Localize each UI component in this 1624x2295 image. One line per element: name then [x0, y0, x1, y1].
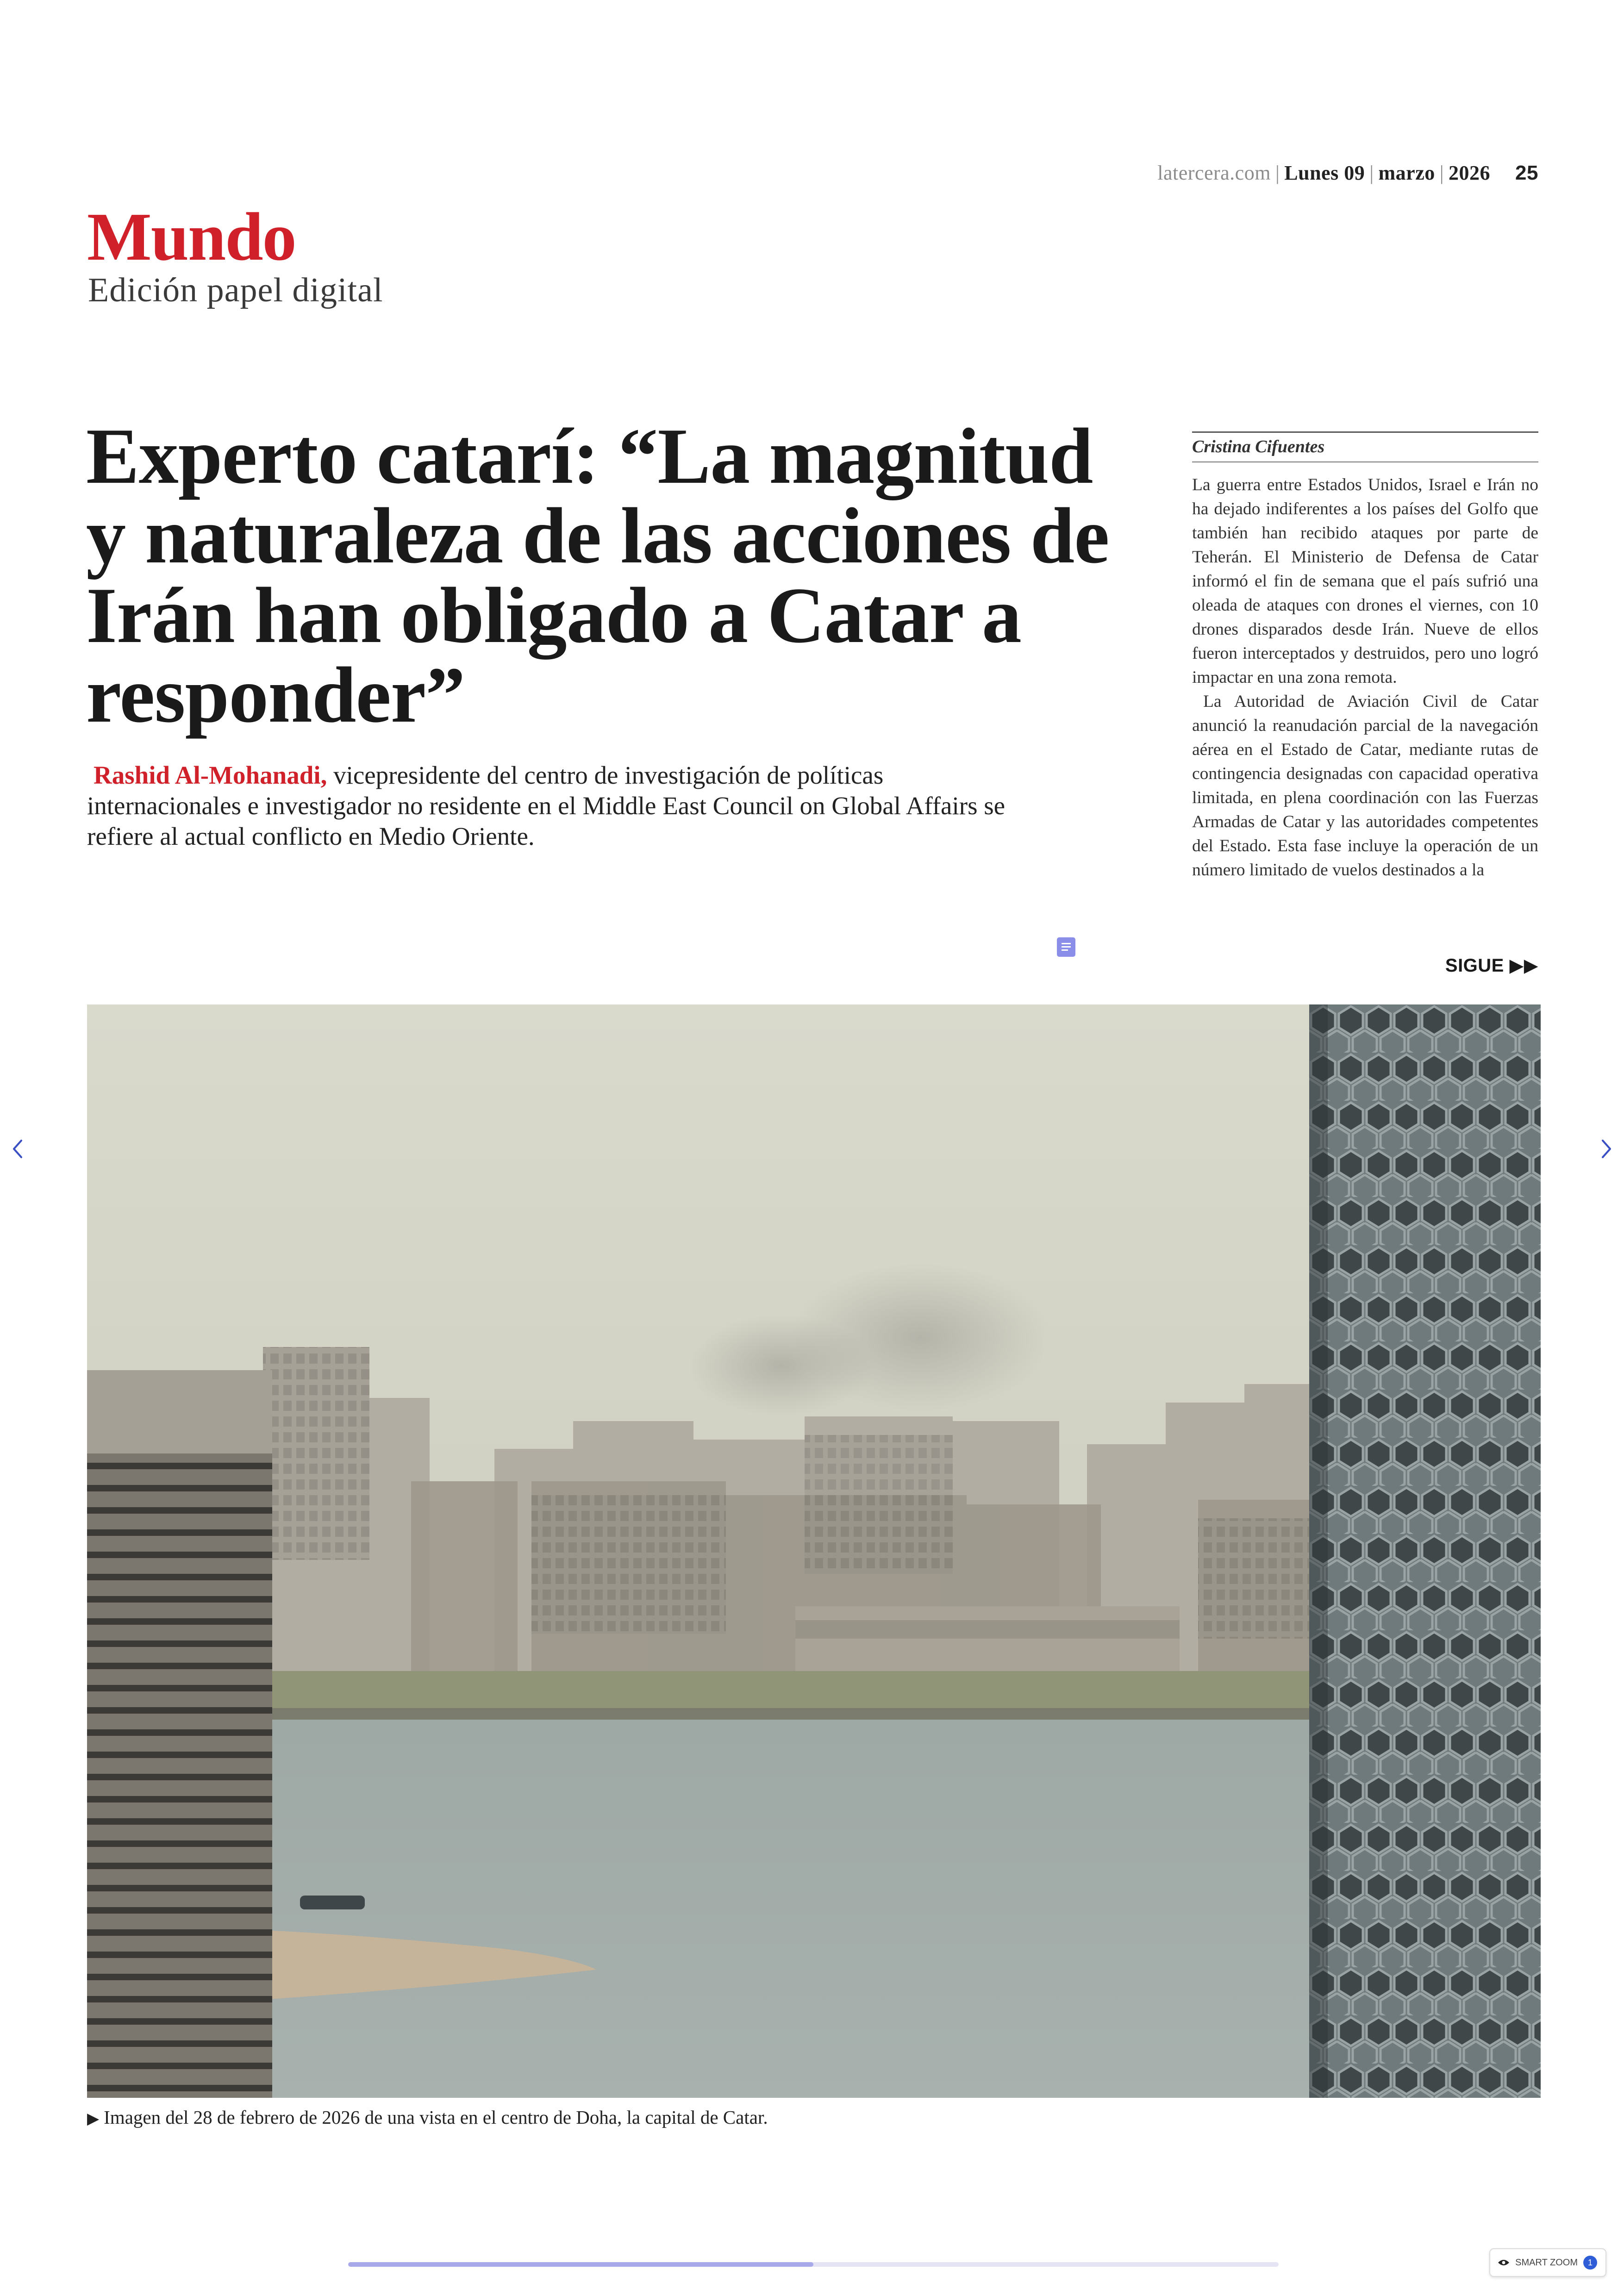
- page-number: 25: [1515, 162, 1538, 184]
- chevron-left-icon[interactable]: [8, 1130, 27, 1167]
- article-headline: Experto catarí: “La magnitud y naturaleza de las acciones de Irán han obligado a Catar a responder”: [86, 412, 1109, 739]
- article-body: [1192, 473, 1538, 882]
- dek-name: Rashid Al-Mohanadi,: [94, 761, 327, 789]
- folio-day: Lunes 09: [1284, 162, 1365, 184]
- section-title: Mundo: [87, 199, 296, 275]
- page-folio: latercera.com | Lunes 09 | marzo | 2026 25: [1157, 162, 1538, 184]
- body-paragraph: La Autoridad de Aviación Civil de Catar anunció la reanudación parcial de la navegación aérea en el Estado de Catar, mediante rutas de contingencia designadas con capacidad operativa limitada, en plena coordinación con las Fuerzas Armadas de Catar y las autoridades competentes del Estado. Esta fase incluye la operación de un número limitado de vuelos destinados a la: [1192, 692, 1538, 879]
- byline: Cristina Cifuentes: [1192, 431, 1538, 462]
- body-paragraph: La guerra entre Estados Unidos, Israel e Irán no ha dejado indiferentes a los países del Golfo que también han recibido ataques por parte de Teherán. El Ministerio de Defensa de Catar informó el fin de semana que el país sufrió una oleada de ataques con drones el viernes, con 10 drones disparados desde Irán. Nueve de ellos fueron interceptados y destruidos, pero uno logró impactar en una zona remota.: [1192, 475, 1538, 687]
- folio-month: marzo: [1378, 162, 1435, 184]
- site-name: latercera.com: [1157, 162, 1271, 184]
- progress-fill: [348, 2262, 813, 2267]
- chevron-right-icon[interactable]: [1597, 1130, 1616, 1167]
- smart-zoom-badge: 1: [1583, 2256, 1597, 2270]
- article-photo: [87, 1004, 1541, 2098]
- article-dek: [87, 760, 1027, 852]
- smart-zoom-button[interactable]: [1489, 2248, 1606, 2277]
- edition-label: Edición papel digital: [88, 271, 383, 309]
- folio-year: 2026: [1449, 162, 1491, 184]
- note-icon[interactable]: [1057, 937, 1075, 957]
- continue-label: SIGUE ▶▶: [1445, 955, 1538, 976]
- caption-arrow-icon: ▶: [87, 2110, 100, 2127]
- reading-progress-bar: [348, 2262, 1279, 2267]
- smart-zoom-label: SMART ZOOM: [1515, 2257, 1578, 2268]
- dek-text: vicepresidente del centro de investigación de políticas internacionales e investigador no residente en el Middle East Council on Global Affairs se refiere al actual conflicto en Medio Oriente.: [87, 761, 1006, 850]
- caption-text: Imagen del 28 de febrero de 2026 de una vista en el centro de Doha, la capital de Catar.: [104, 2107, 768, 2128]
- eye-icon: [1498, 2259, 1510, 2266]
- photo-caption: [87, 2106, 768, 2128]
